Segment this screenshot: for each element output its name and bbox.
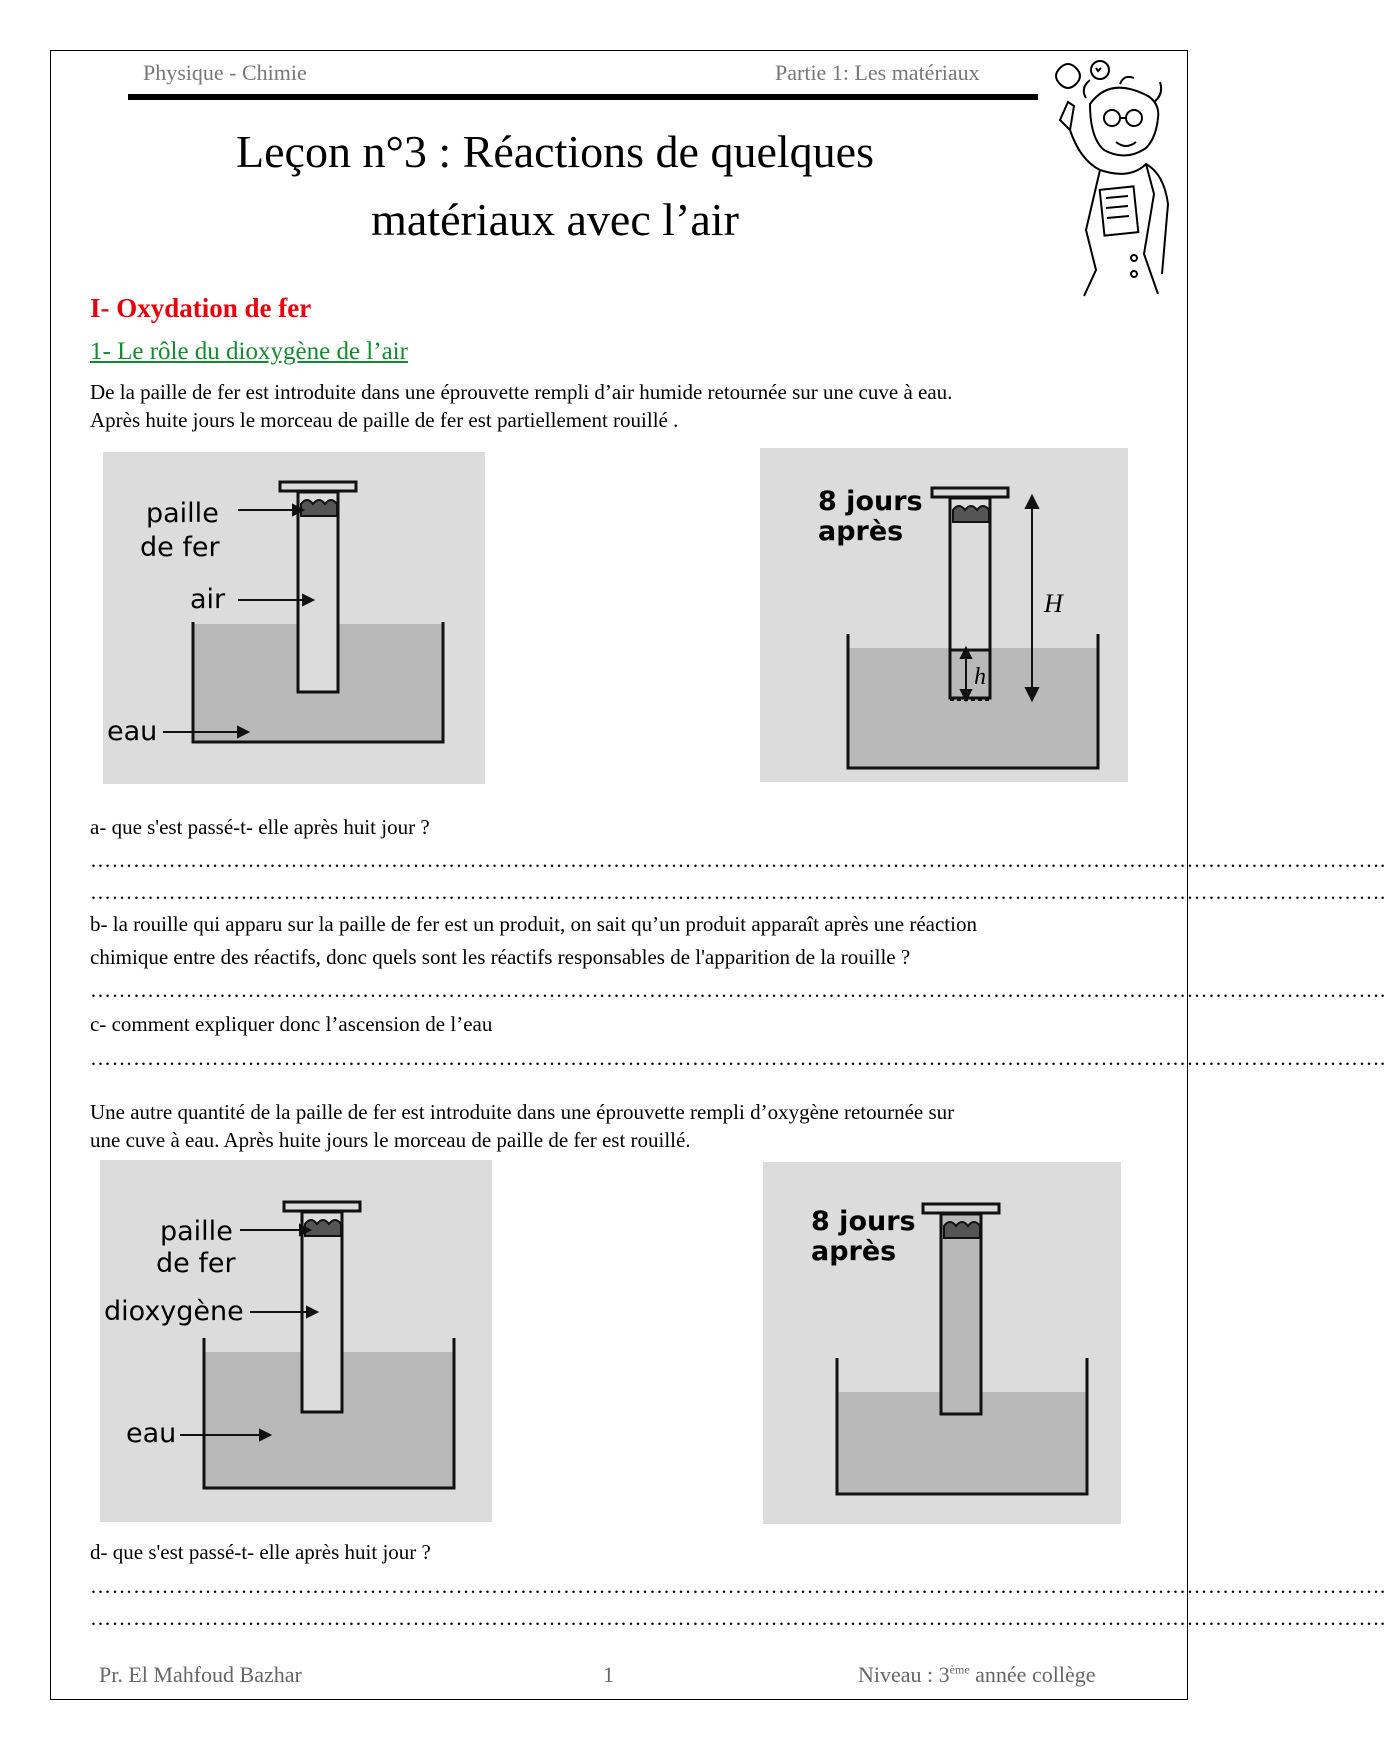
header-subject: Physique - Chimie xyxy=(143,60,307,85)
answer-line[interactable]: ………………………………………………………………………………………………………………………………………………………………. xyxy=(90,848,1386,872)
label-dioxygene: dioxygène xyxy=(104,1296,244,1327)
question-b-line-2: chimique entre des réactifs, donc quels sont les réactifs responsables de l'apparition de la rouille ? xyxy=(90,945,911,969)
label-apres: après xyxy=(811,1236,897,1267)
intro-paragraph-2 xyxy=(90,1098,1170,1154)
answer-line[interactable]: ………………………………………………………………………………………………………………………………………………………………. xyxy=(90,978,1386,1002)
label-apres: après xyxy=(818,516,904,547)
scientist-mascot-icon xyxy=(1050,58,1182,300)
label-eau: eau xyxy=(126,1418,177,1449)
label-de-fer: de fer xyxy=(140,532,220,563)
intro-line: De la paille de fer est introduite dans une éprouvette rempli d’air humide retournée sur une cuve à eau. xyxy=(90,380,953,404)
intro-line: Une autre quantité de la paille de fer est introduite dans une éprouvette rempli d’oxygène retournée sur xyxy=(90,1100,955,1124)
footer-level-suffix: année collège xyxy=(969,1662,1096,1687)
intro-line: Après huite jours le morceau de paille de fer est partiellement rouillé . xyxy=(90,408,679,432)
title-line-1: Leçon n°3 : Réactions de quelques xyxy=(236,126,874,177)
label-air: air xyxy=(190,584,226,615)
answer-line[interactable]: ………………………………………………………………………………………………………………………………………………………………. xyxy=(90,1574,1386,1598)
subsection-heading: 1- Le rôle du dioxygène de l’air xyxy=(90,338,408,365)
figure-test-tube-8-days xyxy=(760,448,1128,782)
label-paille: paille xyxy=(160,1216,233,1247)
header-rule xyxy=(128,94,1038,100)
label-eau: eau xyxy=(107,716,158,747)
lesson-title xyxy=(140,118,970,254)
footer-page-number: 1 xyxy=(603,1662,614,1687)
label-paille: paille xyxy=(146,498,219,529)
title-line-2: matériaux avec l’air xyxy=(371,194,739,245)
header-part: Partie 1: Les matériaux xyxy=(775,60,980,85)
footer-level-sup: ème xyxy=(949,1662,970,1677)
footer-author: Pr. El Mahfoud Bazhar xyxy=(99,1662,302,1687)
figure-test-tube-dioxygen xyxy=(100,1160,492,1522)
label-h: h xyxy=(974,664,986,690)
answer-line[interactable]: ………………………………………………………………………………………………………………………………………………………………. xyxy=(90,1046,1386,1070)
intro-line: une cuve à eau. Après huite jours le morceau de paille de fer est rouillé. xyxy=(90,1128,691,1152)
question-b-line-1: b- la rouille qui apparu sur la paille de fer est un produit, on sait qu’un produit apparaît après une réaction xyxy=(90,912,977,936)
section-heading: I- Oxydation de fer xyxy=(90,293,312,323)
figure-test-tube-air xyxy=(103,452,485,784)
question-c: c- comment expliquer donc l’ascension de l’eau xyxy=(90,1012,493,1036)
answer-line[interactable]: ………………………………………………………………………………………………………………………………………………………………. xyxy=(90,1606,1386,1630)
question-d: d- que s'est passé-t- elle après huit jour ? xyxy=(90,1540,431,1564)
footer-level xyxy=(858,1662,1095,1688)
footer-level-prefix: Niveau : 3 xyxy=(858,1662,950,1687)
label-8-jours: 8 jours xyxy=(811,1206,916,1237)
figure-test-tube-dioxygen-8-days xyxy=(763,1162,1121,1524)
answer-line[interactable]: ………………………………………………………………………………………………………………………………………………………………. xyxy=(90,880,1386,904)
label-H: H xyxy=(1044,589,1063,618)
intro-paragraph-1 xyxy=(90,378,1170,434)
label-8-jours: 8 jours xyxy=(818,486,923,517)
question-a: a- que s'est passé-t- elle après huit jour ? xyxy=(90,815,430,839)
label-de-fer: de fer xyxy=(156,1248,236,1279)
